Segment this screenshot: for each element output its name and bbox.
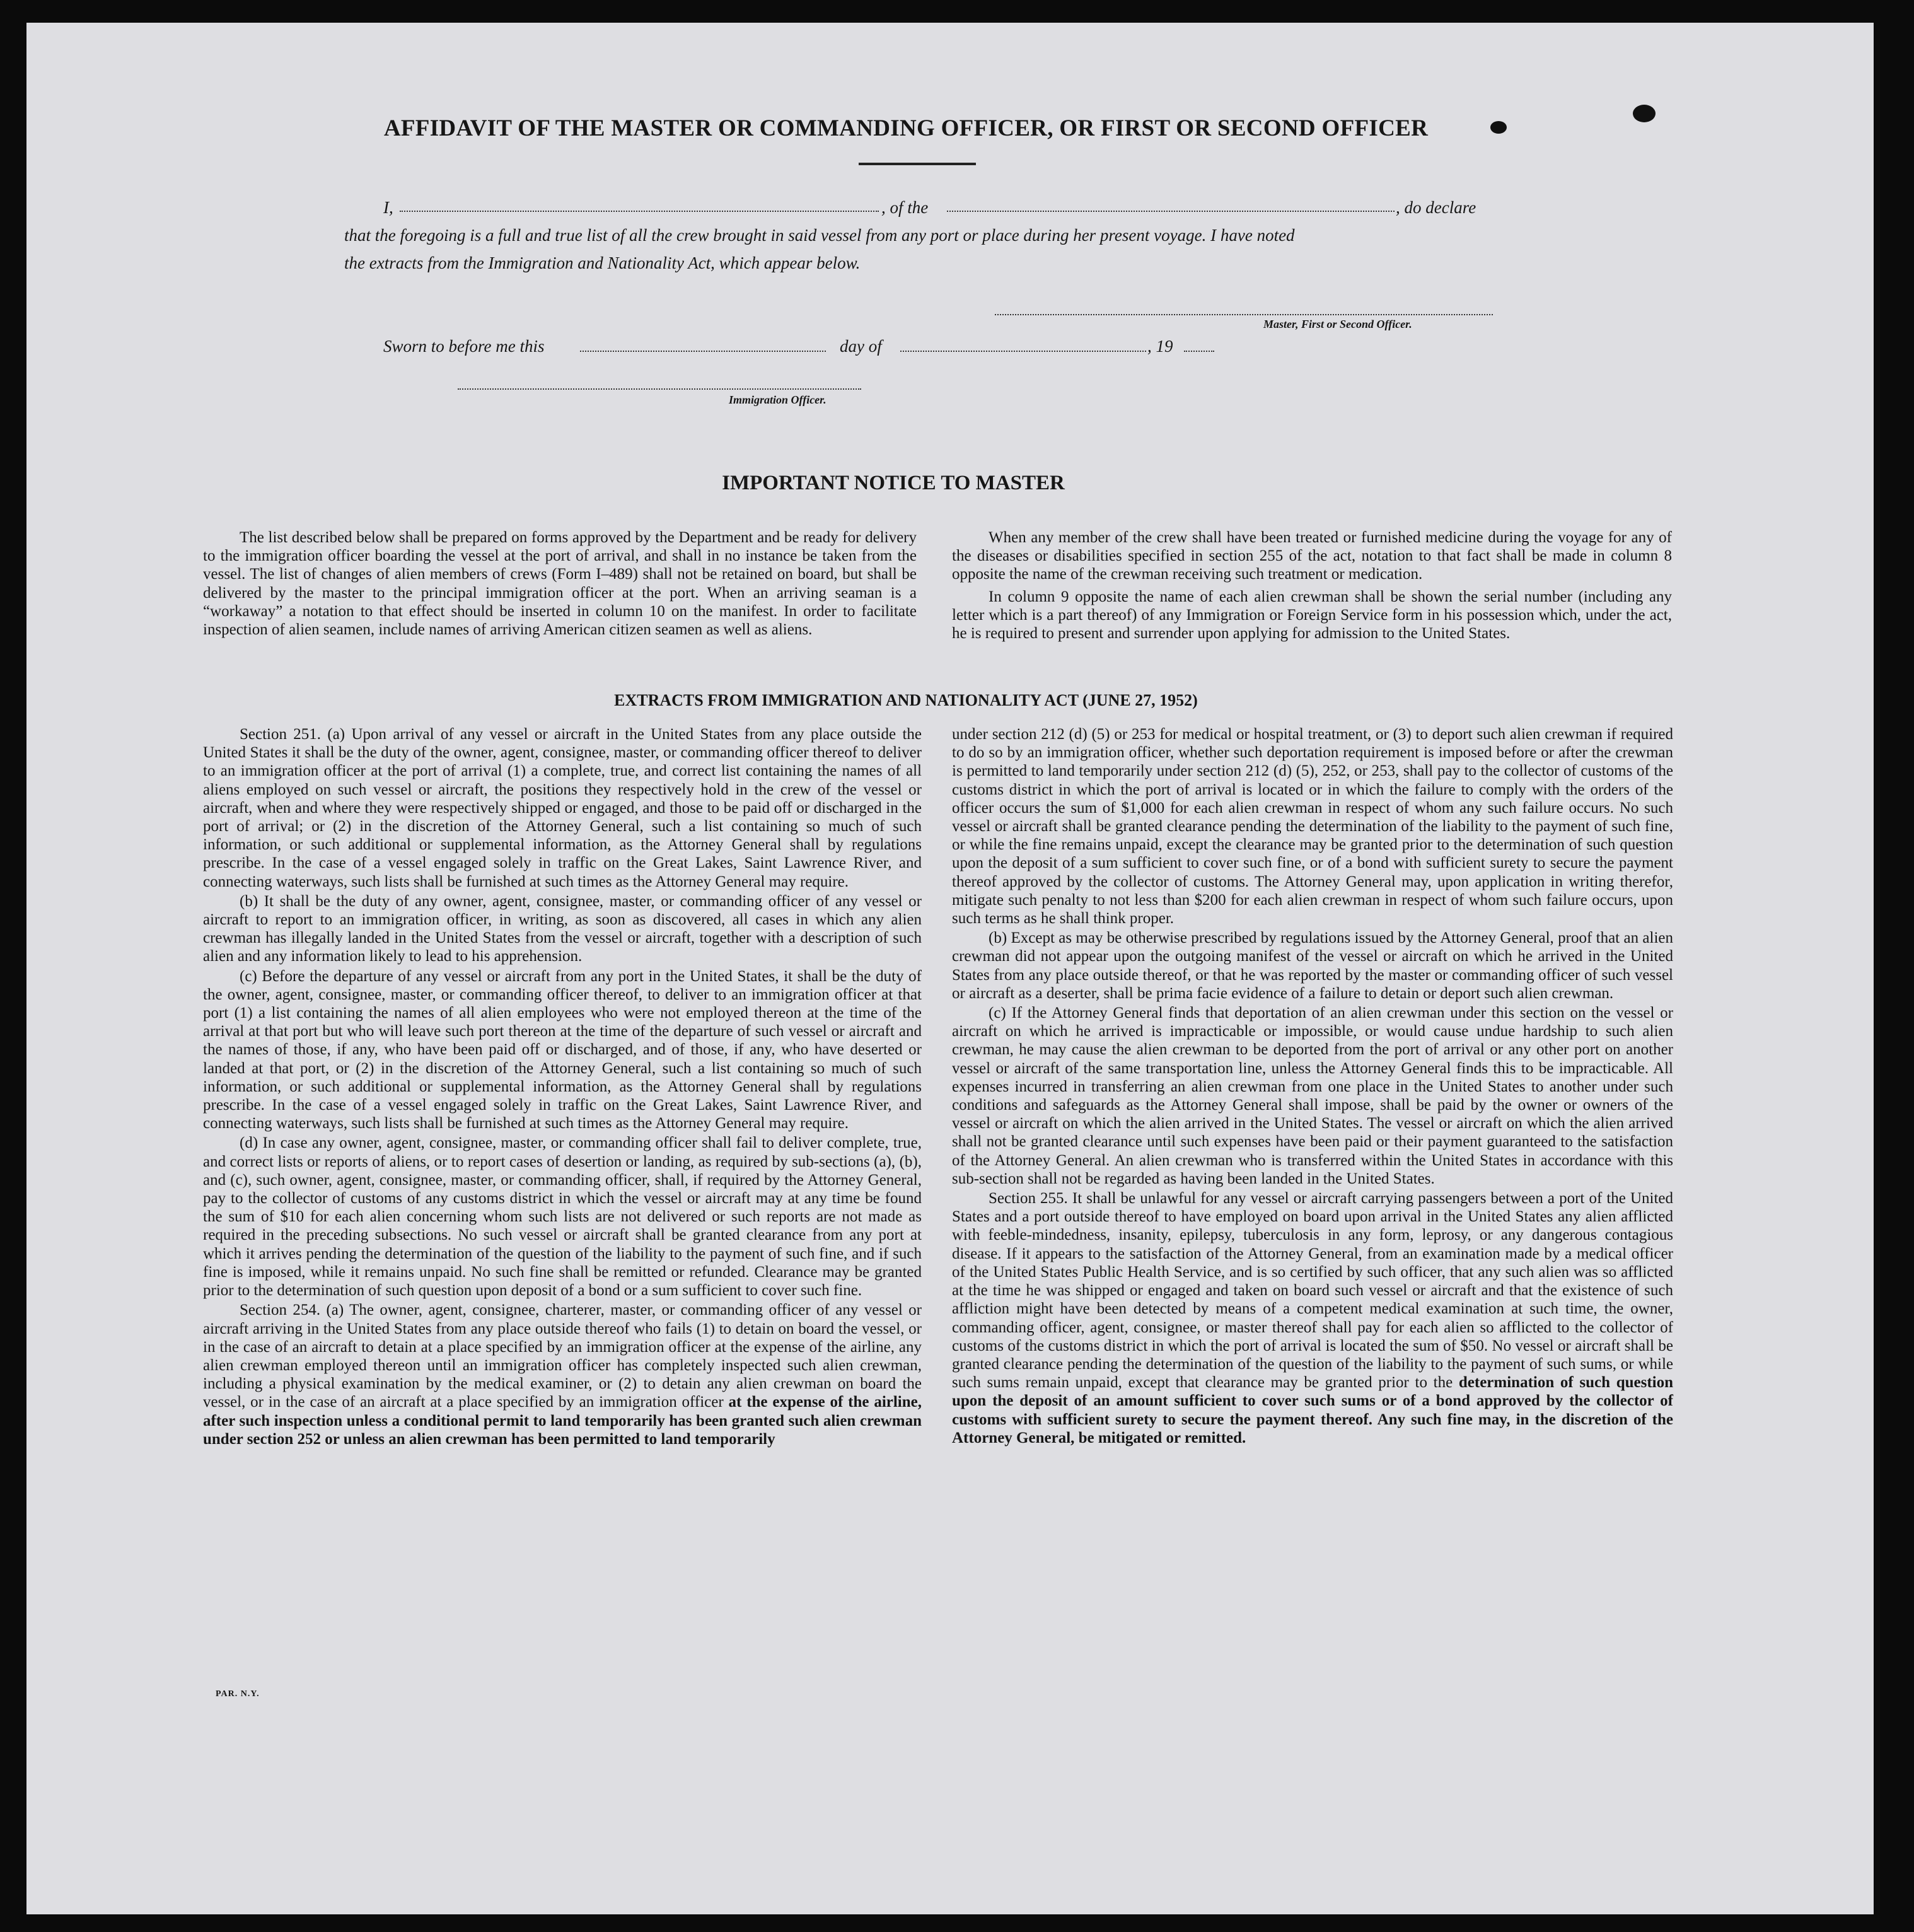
section-251-c: (c) Before the departure of any vessel or aircraft from any port in the United States, it shall be the duty of the owner, agent, consignee, master, or commanding officer thereof, to deliver to an immigration officer at that port (1) a list containing the names of all alien employees who were not employed thereon at the time of the arrival at that port but who will leave such port thereon at the time of the departure of such vessel or aircraft and the names of those, if any, who have been paid off or discharged, and of those, if any, who have deserted or landed at that port, or (2) in the discretion of the Attorney General, such a list containing so much of such information, or such additional or supplemental information, as the Attorney General shall by regulations prescribe. In the case of a vessel engaged solely in traffic on the Great Lakes, Saint Lawrence River, and connecting waterways, such lists shall be furnished at such times as the Attorney General may require.: [203, 967, 922, 1132]
document-page: [26, 23, 1874, 1914]
day-of-label: day of: [840, 337, 882, 356]
section-254-a: [203, 1301, 922, 1448]
section-254-a-bold-text: at the expense of the airline, after such inspection unless a conditional permit to land temporarily has been granted such alien crewman under section 252 or unless an alien crewman has been permitted to land temporarily: [203, 1394, 922, 1448]
year-label: , 19: [1147, 337, 1173, 356]
master-signature-label: Master, First or Second Officer.: [1263, 318, 1412, 330]
vessel-name-field[interactable]: [947, 211, 1395, 212]
declarant-name-field[interactable]: [400, 211, 879, 212]
section-255-text: Section 255. It shall be unlawful for any vessel or aircraft carrying passengers between a port of the United States and a port outside thereof to have employed on board upon arrival in the United States any alien afflicted with feeble-mindedness, insanity, epilepsy, tuberculosis in any form, leprosy, or any dangerous contagious disease. If it appears to the satisfaction of the Attorney General, from an examination made by a medical officer of the United States Public Health Service, and is so certified by such officer, that any such alien was so afflicted at the time he was shipped or engaged and taken on board such vessel or aircraft and that the existence of such affliction might have been detected by means of a competent medical examination at such time, the owner, commanding officer, agent, consignee, or master thereof shall pay for each alien so afflicted to the collector of customs of the customs district in which the port of arrival is located the sum of $50. No vessel or aircraft shall be granted clearance pending the determination of the question of the liability to the payment of such sums, or while such sums remain unpaid, except that clearance may be granted prior to the: [952, 1190, 1673, 1392]
section-255: [952, 1189, 1673, 1447]
notice-title: IMPORTANT NOTICE TO MASTER: [722, 472, 1065, 494]
section-251-a: Section 251. (a) Upon arrival of any vessel or aircraft in the United States from any place outside the United States it shall be the duty of the owner, agent, consignee, master, or commanding officer thereof to deliver to an immigration officer at the port of arrival (1) a complete, true, and correct list containing the names of all aliens employed on such vessel or aircraft, the positions they respectively hold in the crew of the vessel or aircraft, when and where they were respectively shipped or engaged, and those to be paid off or discharged in the port of arrival; or (2) in the discretion of the Attorney General, such a list containing so much of such information, or such additional or supplemental information, as the Attorney General shall by regulations prescribe. In the case of a vessel engaged solely in traffic on the Great Lakes, Saint Lawrence River, and connecting waterways, such lists shall be furnished at such times as the Attorney General may require.: [203, 726, 922, 890]
section-255-bold-text: determination of such question upon the deposit of an amount sufficient to cover such sums or of a bond approved by the collector of customs with sufficient surety to secure the payment thereof. Any such fine may, in the discretion of the Attorney General, be mitigated or remitted.: [952, 1374, 1674, 1446]
master-signature-field[interactable]: [995, 314, 1493, 315]
declarant-label: I,: [383, 198, 393, 217]
section-254-c: (c) If the Attorney General finds that deportation of an alien crewman under this section on the vessel or aircraft on which he arrived is impracticable or impossible, or would cause undue hardship to such alien crewman, he may cause the alien crewman to be deported from the port of arrival or any other port on another vessel or aircraft of the same transportation line, unless the Attorney General finds this to be impracticable. All expenses incurred in transferring an alien crewman from one place in the United States to another under such conditions and safeguards as the Attorney General shall impose, shall be paid by the owner or owners of the vessel or aircraft on which the alien arrived in the United States. The vessel or aircraft on which the alien arrived shall not be granted clearance until such expenses have been paid or their payment guaranteed to the satisfaction of the Attorney General. An alien crewman who is transferred within the United States in accordance with this sub-section shall not be regarded as having been landed in the United States.: [952, 1004, 1673, 1187]
section-254-b: (b) Except as may be otherwise prescribed by regulations issued by the Attorney General, proof that an alien crewman did not appear upon the outgoing manifest of the vessel or aircraft on which he arrived in the United States from any place outside thereof, or that he was reported by the master or commanding officer of such vessel or aircraft as a deserter, shall be prima facie evidence of a failure to detain or deport such alien crewman.: [952, 929, 1673, 1002]
affidavit-statement-line2: the extracts from the Immigration and Nationality Act, which appear below.: [344, 253, 861, 272]
immigration-officer-label: Immigration Officer.: [729, 393, 826, 406]
extracts-title: EXTRACTS FROM IMMIGRATION AND NATIONALITY ACT (JUNE 27, 1952): [614, 691, 1198, 709]
do-declare-label: , do declare: [1396, 198, 1476, 217]
sworn-day-field[interactable]: [580, 351, 826, 352]
affidavit-statement-line1: that the foregoing is a full and true list of all the crew brought in said vessel from any port or place during her present voyage. I have noted: [344, 226, 1295, 245]
act-left-column: [203, 725, 922, 1450]
sworn-label: Sworn to before me this: [383, 337, 545, 356]
sworn-month-field[interactable]: [900, 351, 1146, 352]
section-251-d: (d) In case any owner, agent, consignee, master, or commanding officer shall fail to deliver complete, true, and correct lists or reports of aliens, or to report cases of desertion or landing, as required by sub-sections (a), (b), and (c), such owner, agent, consignee, master, or commanding officer, shall, if required by the Attorney General, pay to the collector of customs of any customs district in which the vessel or aircraft may at any time be found the sum of $10 for each alien concerning whom such lists are not delivered or such reports are not made as required in the preceding subsections. No such vessel or aircraft shall be granted clearance from any port at which it arrives pending the determination of the question of the liability to the payment of such fine, and if such fine is imposed, while it remains unpaid. No such fine shall be remitted or refunded. Clearance may be granted prior to the determination of such question upon deposit of a bond or a sum sufficient to cover such fine.: [203, 1134, 922, 1300]
title-underline: [859, 163, 976, 165]
notice-right-paragraph-2: In column 9 opposite the name of each alien crewman shall be shown the serial number (including any letter which is a part thereof) of any Immigration or Foreign Service form in his possession which, under the act, he is required to present and surrender upon applying for admission to the United States.: [952, 588, 1672, 643]
act-right-column: [952, 725, 1673, 1448]
printer-mark: PAR. N.Y.: [216, 1689, 260, 1699]
notice-left-paragraph: The list described below shall be prepared on forms approved by the Department and be ready for delivery to the immigration officer boarding the vessel at the port of arrival, and shall in no instance be taken from the vessel. The list of changes of alien members of crews (Form I–489) shall not be retained on board, but shall be delivered by the master to the principal immigration officer at the port. When an arriving seaman is a “workaway” a notation to that effect should be inserted in column 10 on the manifest. In order to facilitate inspection of alien seamen, include names of arriving American citizen seamen as well as aliens.: [203, 529, 917, 639]
sworn-year-field[interactable]: [1184, 351, 1214, 352]
of-the-label: , of the: [881, 198, 929, 217]
immigration-officer-signature-field[interactable]: [458, 388, 861, 390]
affidavit-title: AFFIDAVIT OF THE MASTER OR COMMANDING OFFICER, OR FIRST OR SECOND OFFICER: [383, 115, 1429, 141]
notice-left-column: [203, 528, 917, 640]
section-254-a-text: Section 254. (a) The owner, agent, consignee, charterer, master, or commanding officer of any vessel or aircraft arriving in the United States from any place outside thereof who fails (1) to detain on board the vessel, or in the case of an aircraft to detain at a place specified by an immigration officer at the expense of the airline, any alien crewman employed thereon until an immigration officer has completely inspected such alien crewman, including a physical examination by the medical examiner, or (2) to detain any alien crewman on board the vessel, or in the case of an aircraft at a place specified by an immigration officer: [203, 1301, 922, 1411]
notice-right-column: [952, 528, 1672, 644]
section-251-b: (b) It shall be the duty of any owner, agent, consignee, master, or commanding officer of any vessel or aircraft to report to an immigration officer, in writing, as soon as discovered, all cases in which any alien crewman has illegally landed in the United States from the vessel or aircraft, together with a description of such alien and any information likely to lead to his apprehension.: [203, 892, 922, 965]
notice-right-paragraph-1: When any member of the crew shall have been treated or furnished medicine during the voyage for any of the diseases or disabilities specified in section 255 of the act, notation to that fact shall be made in column 8 opposite the name of the crewman receiving such treatment or medication.: [952, 529, 1672, 583]
section-254-a-continued: under section 212 (d) (5) or 253 for medical or hospital treatment, or (3) to deport such alien crewman if required to do so by an immigration officer, whether such deportation requirement is imposed before or after the crewman is permitted to land temporarily under section 212 (d) (5), 252, or 253, shall pay to the collector of customs of the customs district in which the port of arrival is located or in which the failure to comply with the orders of the officer occurs the sum of $1,000 for each alien crewman in respect of whom any such failure occurs. No such vessel or aircraft shall be granted clearance pending the determination of the liability to the payment of such fine, or while the fine remains unpaid, except the clearance may be granted prior to the determination of such question upon the deposit of a sum sufficient to cover such fine, or of a bond with sufficient surety to secure the payment thereof approved by the collector of customs. The Attorney General may, upon application in writing therefor, mitigate such penalty to not less than $200 for each alien crewman in respect of whom such failure occurs, upon such terms as he shall think proper.: [952, 726, 1673, 928]
